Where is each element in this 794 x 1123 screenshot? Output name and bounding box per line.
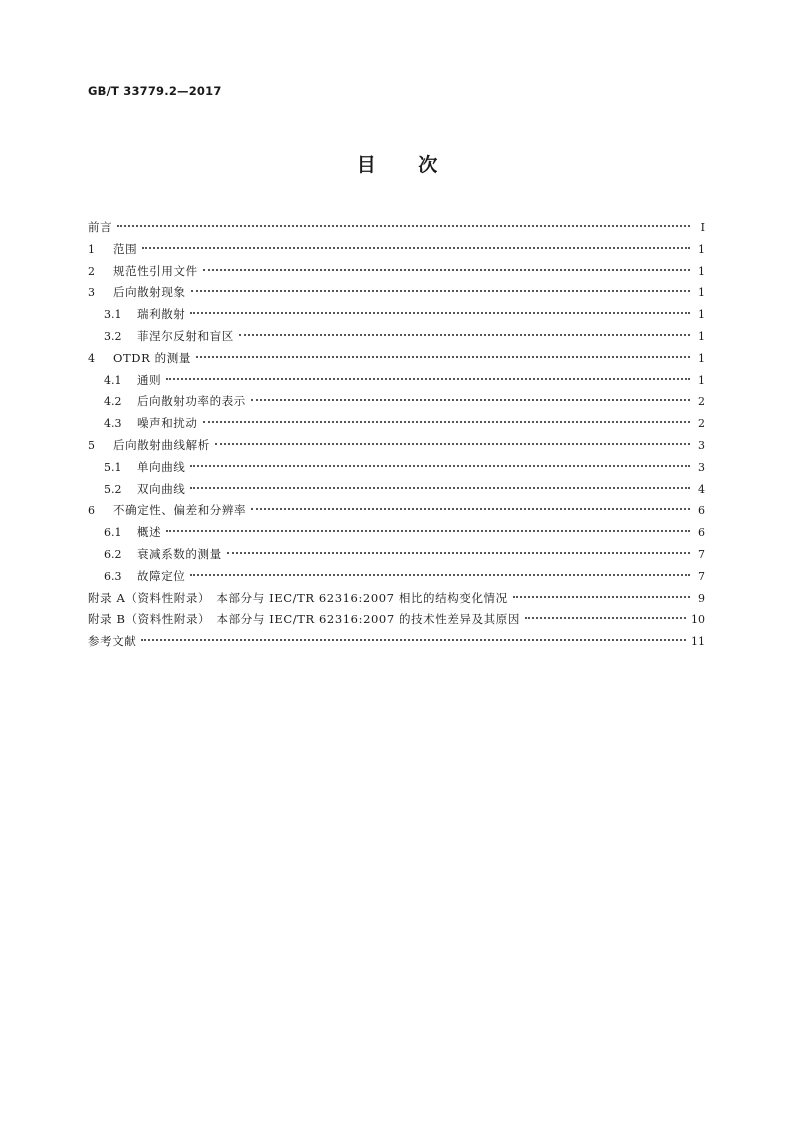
toc-entry[interactable]	[88, 609, 705, 631]
toc-entry-title: 通则	[137, 372, 162, 387]
toc-dot-leader	[251, 508, 690, 510]
toc-entry[interactable]	[88, 522, 705, 544]
toc-entry-page: 1	[698, 242, 705, 256]
toc-dot-leader	[525, 617, 686, 619]
page-title: 目 次	[356, 154, 438, 176]
toc-entry[interactable]	[88, 348, 705, 370]
toc-entry[interactable]	[88, 413, 705, 435]
toc-entry-page: 1	[698, 329, 705, 343]
toc-dot-leader	[203, 421, 691, 423]
toc-entry-title: 菲涅尔反射和盲区	[137, 328, 234, 343]
toc-entry-number: 6	[88, 504, 95, 518]
toc-entry-number: 6.1	[104, 526, 122, 540]
toc-entry-number: 3.1	[104, 308, 122, 322]
toc-dot-leader	[239, 334, 690, 336]
toc-dot-leader	[190, 465, 690, 467]
toc-dot-leader	[190, 487, 690, 489]
toc-entry-number: 3.2	[104, 329, 122, 343]
toc-entry[interactable]	[88, 544, 705, 566]
toc-entry[interactable]	[88, 217, 705, 239]
toc-entry-number: 5.1	[104, 460, 122, 474]
toc-dot-leader	[141, 639, 686, 641]
toc-entry[interactable]	[88, 566, 705, 588]
toc-dot-leader	[191, 290, 690, 292]
toc-entry-title: 参考文献	[88, 634, 137, 649]
toc-entry-page: 7	[698, 569, 705, 583]
toc-entry-page: 6	[698, 504, 705, 518]
table-of-contents	[88, 217, 705, 653]
toc-dot-leader	[117, 225, 690, 227]
toc-entry-page: 11	[691, 635, 705, 649]
toc-entry-page: 4	[698, 482, 705, 496]
toc-entry-page: 6	[698, 526, 705, 540]
toc-entry-number: 5.2	[104, 482, 122, 496]
toc-entry-title: 故障定位	[137, 568, 186, 583]
toc-entry[interactable]	[88, 304, 705, 326]
toc-entry-number: 6.2	[104, 547, 122, 561]
toc-dot-leader	[513, 596, 690, 598]
toc-entry-page: Ⅰ	[700, 221, 705, 234]
toc-entry-number: 6.3	[104, 569, 122, 583]
toc-entry-page: 1	[698, 351, 705, 365]
toc-dot-leader	[215, 443, 690, 445]
toc-entry-number: 1	[88, 242, 95, 256]
toc-entry-title: 规范性引用文件	[113, 263, 198, 278]
toc-entry[interactable]	[88, 500, 705, 522]
toc-entry-title: 双向曲线	[137, 481, 186, 496]
toc-dot-leader	[227, 552, 690, 554]
toc-dot-leader	[203, 269, 690, 271]
toc-entry[interactable]	[88, 239, 705, 261]
toc-entry-title: 瑞利散射	[137, 307, 186, 322]
toc-entry-title: 附录 B（资料性附录） 本部分与 IEC/TR 62316:2007 的技术性差异及其原因	[88, 612, 520, 627]
toc-entry[interactable]	[88, 435, 705, 457]
toc-entry-number: 5	[88, 438, 95, 452]
toc-entry[interactable]	[88, 457, 705, 479]
toc-entry-number: 4.1	[104, 373, 122, 387]
toc-entry-title: 后向散射功率的表示	[137, 394, 246, 409]
toc-entry-page: 1	[698, 286, 705, 300]
toc-entry-page: 7	[698, 547, 705, 561]
toc-dot-leader	[142, 247, 690, 249]
toc-entry-page: 9	[698, 591, 705, 605]
toc-entry-title: 衰减系数的测量	[137, 546, 222, 561]
toc-dot-leader	[190, 312, 690, 314]
toc-entry[interactable]	[88, 326, 705, 348]
toc-entry-title: 范围	[113, 241, 138, 256]
toc-entry-number: 3	[88, 286, 95, 300]
toc-entry-number: 2	[88, 264, 95, 278]
toc-dot-leader	[166, 378, 690, 380]
toc-entry-page: 1	[698, 308, 705, 322]
toc-entry[interactable]	[88, 282, 705, 304]
toc-entry-title: 单向曲线	[137, 459, 186, 474]
toc-entry-title: 后向散射曲线解析	[113, 437, 210, 452]
toc-entry-page: 2	[698, 417, 705, 431]
toc-dot-leader	[251, 399, 690, 401]
toc-entry[interactable]	[88, 479, 705, 501]
toc-entry[interactable]	[88, 588, 705, 610]
toc-entry[interactable]	[88, 631, 705, 653]
toc-entry-page: 1	[698, 373, 705, 387]
toc-entry-title: 不确定性、偏差和分辨率	[113, 503, 247, 518]
toc-entry-title: 概述	[137, 525, 162, 540]
toc-entry[interactable]	[88, 391, 705, 413]
toc-entry-title: 附录 A（资料性附录） 本部分与 IEC/TR 62316:2007 相比的结构变化情况	[88, 590, 508, 605]
toc-entry-title: OTDR 的测量	[113, 350, 191, 365]
toc-entry-page: 10	[691, 613, 705, 627]
standard-code: GB/T 33779.2—2017	[88, 84, 222, 98]
toc-entry-page: 3	[698, 460, 705, 474]
toc-entry-title: 噪声和扰动	[137, 416, 198, 431]
toc-entry-page: 2	[698, 395, 705, 409]
toc-entry-page: 1	[698, 264, 705, 278]
toc-entry-title: 前言	[88, 220, 113, 234]
toc-entry-title: 后向散射现象	[113, 285, 186, 300]
toc-entry-number: 4.2	[104, 395, 122, 409]
toc-dot-leader	[190, 574, 690, 576]
toc-dot-leader	[166, 530, 690, 532]
toc-entry[interactable]	[88, 261, 705, 283]
toc-entry-number: 4.3	[104, 417, 122, 431]
toc-dot-leader	[196, 356, 690, 358]
toc-entry-page: 3	[698, 438, 705, 452]
toc-entry-number: 4	[88, 351, 95, 365]
toc-entry[interactable]	[88, 370, 705, 392]
